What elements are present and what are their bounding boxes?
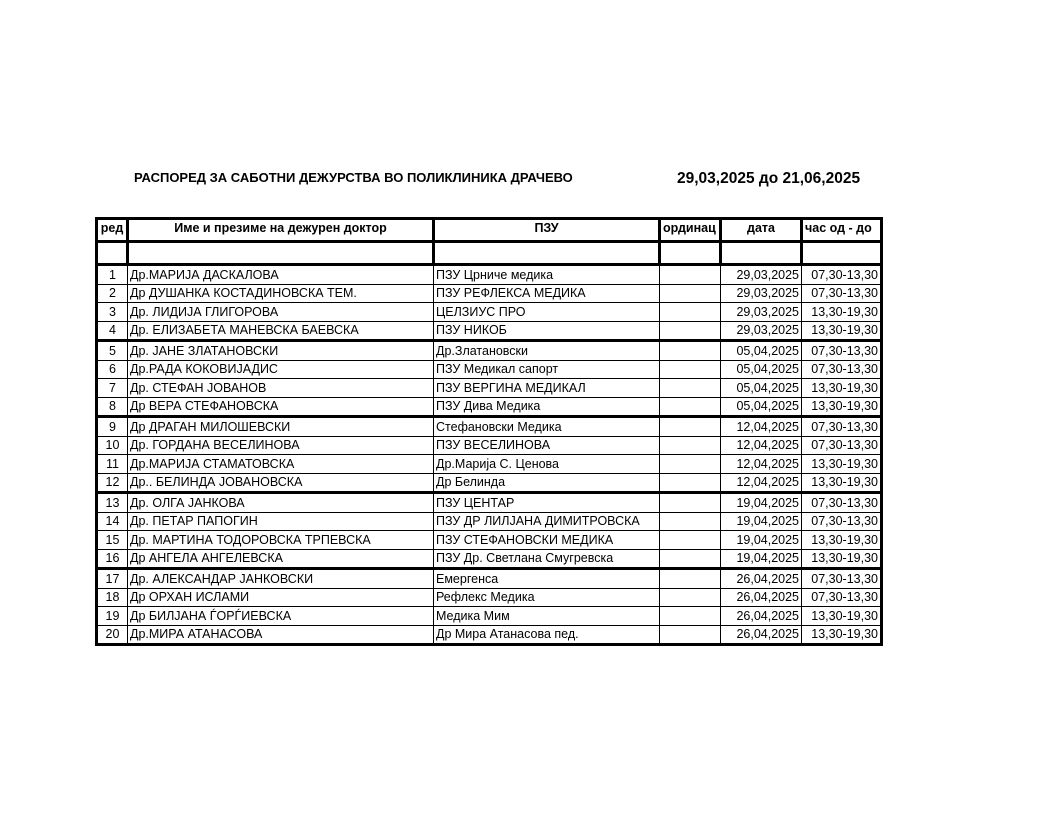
cell-time: 07,30-13,30 xyxy=(802,512,882,531)
cell-pzu: Стефановски Медика xyxy=(434,417,660,437)
cell-ordinacija xyxy=(660,549,721,569)
table-row xyxy=(97,360,882,379)
blank-cell xyxy=(97,242,128,265)
cell-pzu: ПЗУ Др. Светлана Смугревска xyxy=(434,549,660,569)
cell-pzu: ПЗУ ДР ЛИЛЈАНА ДИМИТРОВСКА xyxy=(434,512,660,531)
cell-time: 07,30-13,30 xyxy=(802,588,882,607)
cell-date: 19,04,2025 xyxy=(721,549,802,569)
cell-date: 05,04,2025 xyxy=(721,341,802,361)
cell-name: Др. СТЕФАН ЈОВАНОВ xyxy=(128,379,434,398)
cell-pzu: Др Белинда xyxy=(434,473,660,493)
table-row xyxy=(97,569,882,589)
cell-time: 07,30-13,30 xyxy=(802,265,882,285)
cell-ordinacija xyxy=(660,303,721,322)
cell-time: 07,30-13,30 xyxy=(802,493,882,513)
table-blank-row xyxy=(97,242,882,265)
header-pzu: ПЗУ xyxy=(434,219,660,242)
table-row xyxy=(97,303,882,322)
table-row xyxy=(97,473,882,493)
cell-name: Др.МАРИЈА СТАМАТОВСКА xyxy=(128,455,434,474)
cell-date: 29,03,2025 xyxy=(721,321,802,341)
cell-time: 13,30-19,30 xyxy=(802,607,882,626)
cell-pzu: ЦЕЛЗИУС ПРО xyxy=(434,303,660,322)
cell-date: 12,04,2025 xyxy=(721,417,802,437)
table-row xyxy=(97,321,882,341)
cell-ordinacija xyxy=(660,321,721,341)
blank-cell xyxy=(128,242,434,265)
cell-time: 07,30-13,30 xyxy=(802,569,882,589)
cell-num: 10 xyxy=(97,436,128,455)
cell-pzu: Др.Златановски xyxy=(434,341,660,361)
cell-pzu: ПЗУ РЕФЛЕКСА МЕДИКА xyxy=(434,284,660,303)
cell-num: 4 xyxy=(97,321,128,341)
cell-date: 29,03,2025 xyxy=(721,265,802,285)
cell-date: 26,04,2025 xyxy=(721,607,802,626)
cell-time: 07,30-13,30 xyxy=(802,341,882,361)
cell-num: 17 xyxy=(97,569,128,589)
cell-num: 6 xyxy=(97,360,128,379)
blank-cell xyxy=(660,242,721,265)
cell-date: 19,04,2025 xyxy=(721,493,802,513)
cell-time: 07,30-13,30 xyxy=(802,360,882,379)
table-row xyxy=(97,549,882,569)
table-row xyxy=(97,493,882,513)
cell-num: 16 xyxy=(97,549,128,569)
cell-num: 3 xyxy=(97,303,128,322)
cell-date: 05,04,2025 xyxy=(721,397,802,417)
cell-name: Др ДУШАНКА КОСТАДИНОВСКА ТЕМ. xyxy=(128,284,434,303)
cell-num: 11 xyxy=(97,455,128,474)
header-date: дата xyxy=(721,219,802,242)
date-range: 29,03,2025 до 21,06,2025 xyxy=(677,170,861,187)
table-row xyxy=(97,455,882,474)
cell-ordinacija xyxy=(660,397,721,417)
table-row xyxy=(97,588,882,607)
cell-num: 7 xyxy=(97,379,128,398)
table-header-row xyxy=(97,219,882,242)
cell-time: 07,30-13,30 xyxy=(802,436,882,455)
cell-name: Др.РАДА КОКОВИЈАДИС xyxy=(128,360,434,379)
cell-name: Др.. БЕЛИНДА ЈОВАНОВСКА xyxy=(128,473,434,493)
cell-date: 12,04,2025 xyxy=(721,473,802,493)
cell-date: 19,04,2025 xyxy=(721,531,802,550)
table-row xyxy=(97,436,882,455)
cell-ordinacija xyxy=(660,588,721,607)
cell-num: 8 xyxy=(97,397,128,417)
cell-date: 29,03,2025 xyxy=(721,303,802,322)
cell-date: 05,04,2025 xyxy=(721,379,802,398)
cell-pzu: ПЗУ НИКОБ xyxy=(434,321,660,341)
cell-ordinacija xyxy=(660,417,721,437)
table-row xyxy=(97,397,882,417)
header-ordinacija: ординац xyxy=(660,219,721,242)
cell-date: 26,04,2025 xyxy=(721,588,802,607)
cell-date: 05,04,2025 xyxy=(721,360,802,379)
cell-name: Др. АЛЕКСАНДАР ЈАНКОВСКИ xyxy=(128,569,434,589)
blank-cell xyxy=(802,242,882,265)
cell-date: 26,04,2025 xyxy=(721,569,802,589)
cell-num: 5 xyxy=(97,341,128,361)
cell-pzu: Рефлекс Медика xyxy=(434,588,660,607)
cell-name: Др. МАРТИНА ТОДОРОВСКА ТРПЕВСКА xyxy=(128,531,434,550)
cell-ordinacija xyxy=(660,531,721,550)
cell-name: Др ДРАГАН МИЛОШЕВСКИ xyxy=(128,417,434,437)
cell-name: Др ВЕРА СТЕФАНОВСКА xyxy=(128,397,434,417)
cell-num: 19 xyxy=(97,607,128,626)
cell-num: 1 xyxy=(97,265,128,285)
cell-ordinacija xyxy=(660,436,721,455)
cell-num: 15 xyxy=(97,531,128,550)
table-row xyxy=(97,625,882,645)
table-body xyxy=(97,265,882,645)
cell-ordinacija xyxy=(660,284,721,303)
cell-time: 13,30-19,30 xyxy=(802,321,882,341)
cell-ordinacija xyxy=(660,569,721,589)
cell-time: 13,30-19,30 xyxy=(802,549,882,569)
cell-time: 13,30-19,30 xyxy=(802,531,882,550)
cell-pzu: ПЗУ Дива Медика xyxy=(434,397,660,417)
blank-cell xyxy=(721,242,802,265)
header-name: Име и презиме на дежурен доктор xyxy=(128,219,434,242)
cell-name: Др. ОЛГА ЈАНКОВА xyxy=(128,493,434,513)
cell-date: 12,04,2025 xyxy=(721,455,802,474)
cell-time: 13,30-19,30 xyxy=(802,303,882,322)
cell-name: Др. ЕЛИЗАБЕТА МАНЕВСКА БАЕВСКА xyxy=(128,321,434,341)
cell-ordinacija xyxy=(660,493,721,513)
table-row xyxy=(97,265,882,285)
blank-cell xyxy=(434,242,660,265)
cell-ordinacija xyxy=(660,473,721,493)
cell-name: Др. ЈАНЕ ЗЛАТАНОВСКИ xyxy=(128,341,434,361)
cell-pzu: ПЗУ СТЕФАНОВСКИ МЕДИКА xyxy=(434,531,660,550)
table-row xyxy=(97,341,882,361)
cell-ordinacija xyxy=(660,360,721,379)
cell-pzu: Др.Марија С. Ценова xyxy=(434,455,660,474)
cell-name: Др БИЛЈАНА ЃОРЃИЕВСКА xyxy=(128,607,434,626)
cell-num: 20 xyxy=(97,625,128,645)
cell-num: 13 xyxy=(97,493,128,513)
table-row xyxy=(97,607,882,626)
cell-time: 13,30-19,30 xyxy=(802,473,882,493)
cell-num: 14 xyxy=(97,512,128,531)
cell-num: 2 xyxy=(97,284,128,303)
cell-name: Др АНГЕЛА АНГЕЛЕВСКА xyxy=(128,549,434,569)
cell-ordinacija xyxy=(660,625,721,645)
cell-time: 13,30-19,30 xyxy=(802,397,882,417)
cell-date: 29,03,2025 xyxy=(721,284,802,303)
schedule-table xyxy=(95,217,883,646)
cell-ordinacija xyxy=(660,379,721,398)
cell-time: 07,30-13,30 xyxy=(802,417,882,437)
cell-pzu: Емергенса xyxy=(434,569,660,589)
cell-date: 26,04,2025 xyxy=(721,625,802,645)
cell-time: 07,30-13,30 xyxy=(802,284,882,303)
cell-time: 13,30-19,30 xyxy=(802,379,882,398)
table-row xyxy=(97,284,882,303)
cell-ordinacija xyxy=(660,455,721,474)
cell-name: Др.МАРИЈА ДАСКАЛОВА xyxy=(128,265,434,285)
header-num: ред xyxy=(97,219,128,242)
cell-ordinacija xyxy=(660,607,721,626)
cell-ordinacija xyxy=(660,341,721,361)
cell-time: 13,30-19,30 xyxy=(802,455,882,474)
table-row xyxy=(97,417,882,437)
table-row xyxy=(97,379,882,398)
cell-pzu: Др Мира Атанасова пед. xyxy=(434,625,660,645)
document-title: РАСПОРЕД ЗА САБОТНИ ДЕЖУРСТВА ВО ПОЛИКЛИНИКА ДРАЧЕВО xyxy=(134,170,573,185)
cell-num: 12 xyxy=(97,473,128,493)
cell-pzu: ПЗУ Црниче медика xyxy=(434,265,660,285)
cell-name: Др ОРХАН ИСЛАМИ xyxy=(128,588,434,607)
cell-name: Др. ЛИДИЈА ГЛИГОРОВА xyxy=(128,303,434,322)
cell-pzu: ПЗУ ВЕСЕЛИНОВА xyxy=(434,436,660,455)
cell-name: Др. ГОРДАНА ВЕСЕЛИНОВА xyxy=(128,436,434,455)
cell-ordinacija xyxy=(660,265,721,285)
header-time: час од - до xyxy=(802,219,882,242)
cell-date: 19,04,2025 xyxy=(721,512,802,531)
cell-num: 18 xyxy=(97,588,128,607)
cell-pzu: ПЗУ ВЕРГИНА МЕДИКАЛ xyxy=(434,379,660,398)
table-row xyxy=(97,512,882,531)
cell-pzu: ПЗУ Медикал сапорт xyxy=(434,360,660,379)
cell-ordinacija xyxy=(660,512,721,531)
cell-num: 9 xyxy=(97,417,128,437)
cell-date: 12,04,2025 xyxy=(721,436,802,455)
cell-pzu: Медика Мим xyxy=(434,607,660,626)
table-row xyxy=(97,531,882,550)
cell-pzu: ПЗУ ЦЕНТАР xyxy=(434,493,660,513)
cell-name: Др.МИРА АТАНАСОВА xyxy=(128,625,434,645)
cell-time: 13,30-19,30 xyxy=(802,625,882,645)
cell-name: Др. ПЕТАР ПАПОГИН xyxy=(128,512,434,531)
